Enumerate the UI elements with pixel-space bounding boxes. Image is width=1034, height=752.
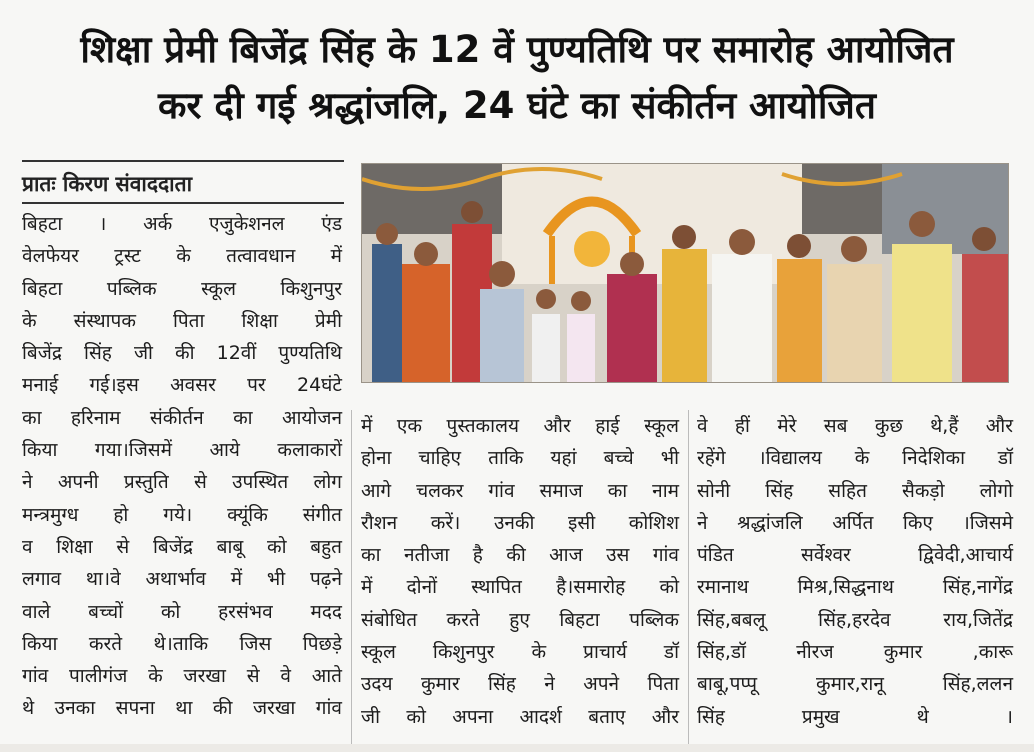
- col3-line: रहेंगे ।विद्यालय के निदेशिका डॉ: [697, 447, 1013, 470]
- col3-line: ने श्रद्धांजलि अर्पित किए ।जिसमे: [697, 511, 1013, 534]
- col2-line: होना चाहिए ताकि यहां बच्चे भी: [361, 447, 679, 470]
- col3-line: सिंह,बबलू सिंह,हरदेव राय,जितेंद्र: [697, 608, 1013, 631]
- photo-illustration: [362, 164, 1008, 382]
- col1-line: बिजेंद्र सिंह जी की 12वीं पुण्यतिथि: [22, 342, 342, 365]
- col2-line: जी को अपना आदर्श बताए और: [361, 705, 679, 728]
- col1-line: ने अपनी प्रस्तुति से उपस्थित लोग: [22, 471, 342, 494]
- news-photo: [361, 163, 1009, 383]
- article-column-1: [22, 208, 342, 725]
- col3-line: सोनी सिंह सहित सैकड़ो लोगो: [697, 479, 1013, 502]
- col1-line: वाले बच्चों को हरसंभव मदद: [22, 600, 342, 623]
- col2-line: रौशन करें। उनकी इसी कोशिश: [361, 511, 679, 534]
- col1-line: बिहटा पब्लिक स्कूल किशुनपुर: [22, 277, 342, 300]
- col1-line: लगाव था।वे अथार्भाव में भी पढ़ने: [22, 568, 342, 591]
- col2-line: का नतीजा है की आज उस गांव: [361, 544, 679, 567]
- col3-line: सिंह प्रमुख थे ।: [697, 705, 1013, 728]
- col1-line: का हरिनाम संकीर्तन का आयोजन: [22, 406, 342, 429]
- col1-line: किया करते थे।ताकि जिस पिछड़े: [22, 632, 342, 655]
- col3-line: पंडित सर्वेश्वर द्विवेदी,आचार्य: [697, 544, 1013, 567]
- col1-line: किया गया।जिसमें आये कलाकारों: [22, 439, 342, 462]
- col3-line: सिंह,डॉ नीरज कुमार ,कारू: [697, 641, 1013, 664]
- column-divider-2: [688, 410, 689, 752]
- column-divider-1: [351, 410, 352, 752]
- byline-bottom-rule: [22, 202, 344, 204]
- col3-line: वे हीं मेरे सब कुछ थे,हैं और: [697, 415, 1013, 437]
- headline-line-1: शिक्षा प्रेमी बिजेंद्र सिंह के 12 वें पुण्यतिथि पर समारोह आयोजित: [80, 28, 954, 71]
- col3-line: रमानाथ मिश्र,सिद्धनाथ सिंह,नागेंद्र: [697, 576, 1013, 599]
- byline: प्रातः किरण संवाददाता: [22, 172, 193, 196]
- col3-line: बाबू,पप्पू कुमार,रानू सिंह,ललन: [697, 673, 1013, 696]
- headline-line-2: कर दी गई श्रद्धांजलि, 24 घंटे का संकीर्तन आयोजित: [158, 84, 876, 127]
- col1-line: मन्त्रमुग्ध हो गये। क्यूंकि संगीत: [22, 503, 342, 526]
- col1-line: वेलफेयर ट्रस्ट के तत्वावधान में: [22, 245, 342, 268]
- page-bottom-edge: [0, 744, 1034, 752]
- col1-line: बिहटा । अर्क एजुकेशनल एंड: [22, 213, 342, 235]
- article-column-3: [697, 410, 1013, 733]
- col1-line: व शिक्षा से बिजेंद्र बाबू को बहुत: [22, 535, 342, 558]
- col2-line: संबोधित करते हुए बिहटा पब्लिक: [361, 608, 679, 631]
- col2-line: में एक पुस्तकालय और हाई स्कूल: [361, 415, 679, 437]
- col2-line: में दोनों स्थापित है।समारोह को: [361, 576, 679, 599]
- col1-line: थे उनका सपना था की जरखा गांव: [22, 697, 342, 720]
- col1-line: गांव पालीगंज के जरखा से वे आते: [22, 665, 342, 688]
- col1-line: मनाई गई।इस अवसर पर 24घंटे: [22, 374, 342, 397]
- headline: [0, 22, 1034, 134]
- col2-line: आगे चलकर गांव समाज का नाम: [361, 479, 679, 502]
- article-column-2: [361, 410, 679, 733]
- col2-line: उदय कुमार सिंह ने अपने पिता: [361, 673, 679, 696]
- byline-top-rule: [22, 160, 344, 162]
- col2-line: स्कूल किशुनपुर के प्राचार्य डॉ: [361, 641, 679, 664]
- col1-line: के संस्थापक पिता शिक्षा प्रेमी: [22, 309, 342, 332]
